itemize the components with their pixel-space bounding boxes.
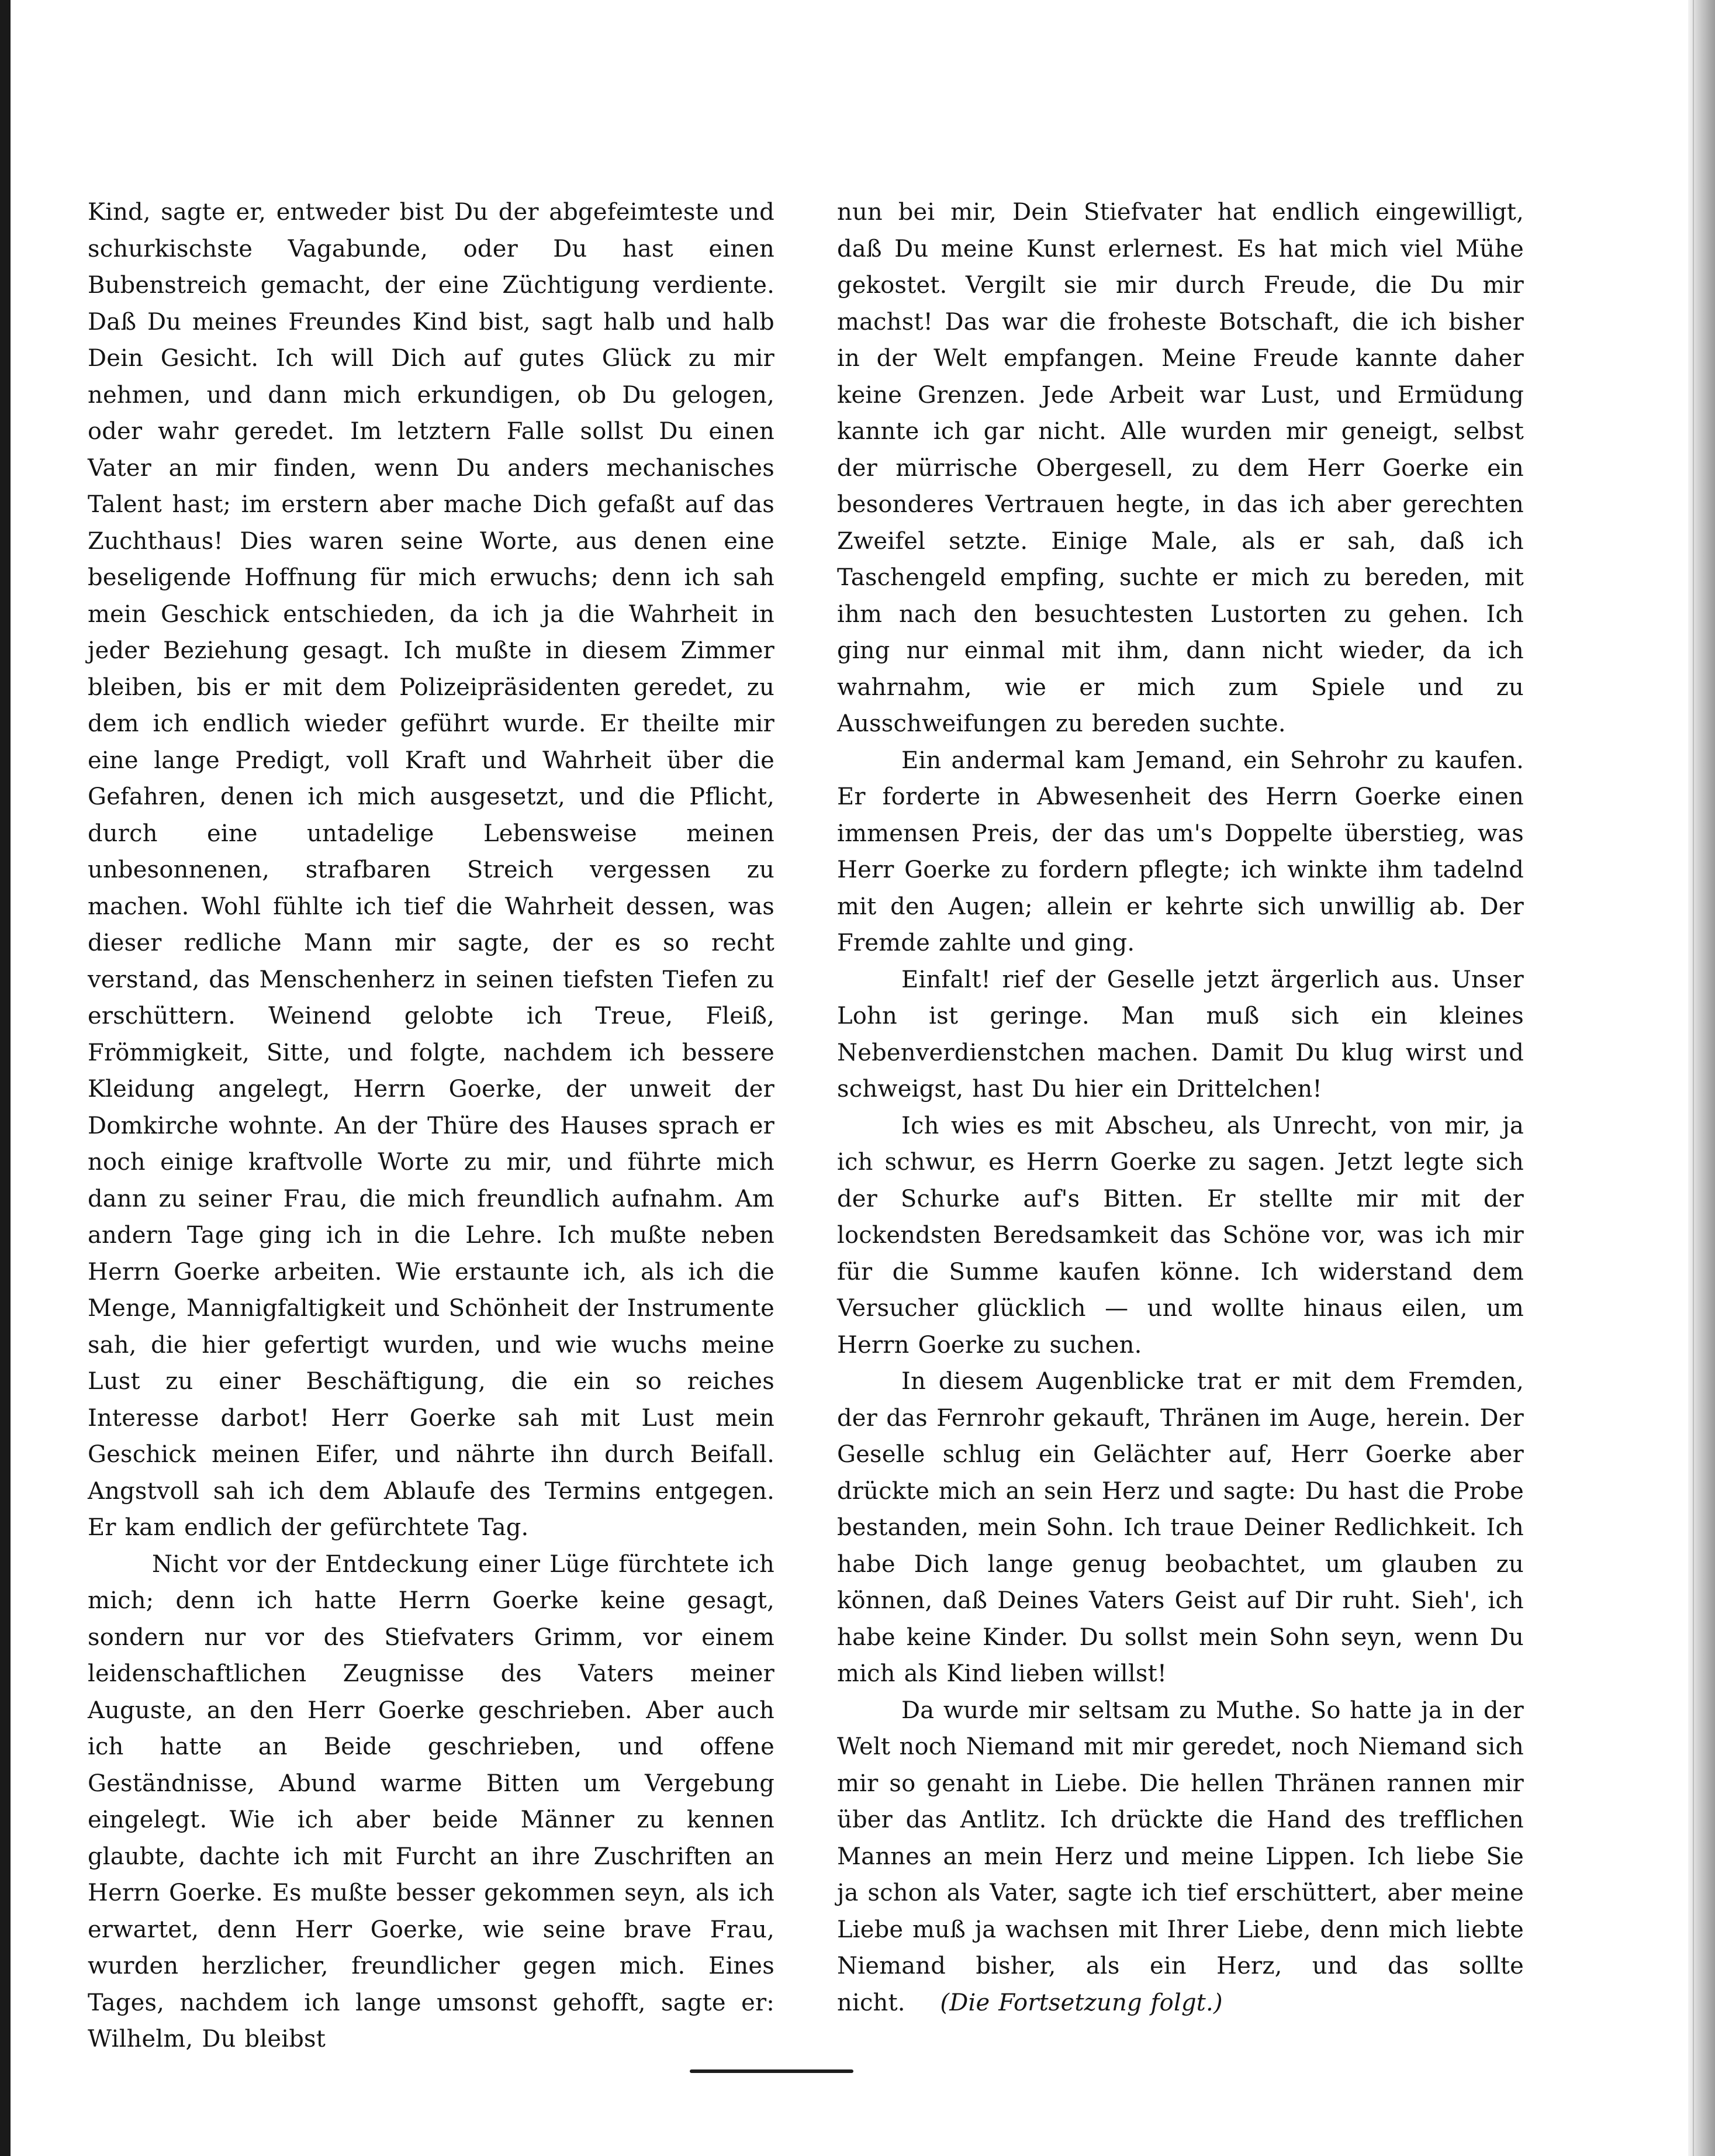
paragraph: Einfalt! rief der Geselle jetzt ärgerlich aus. Unser Lohn ist geringe. Man muß sich ein kleines Nebenverdienstchen machen. Damit Du klug wirst und schweigst, hast Du hier ein Drittelchen!: [837, 966, 1524, 1103]
paragraph-text: Da wurde mir seltsam zu Muthe. So hatte ja in der Welt noch Niemand mit mir geredet, noch Niemand sich mir so genaht in Liebe. Die hellen Thränen rannen mir über das Antlitz. Ich drückte die Hand des trefflichen Mannes an mein Herz und meine Lippen. Ich liebe Sie ja schon als Vater, sagte ich tief erschüttert, aber meine Liebe muß ja wachsen mit Ihrer Liebe, denn mich liebte Niemand bisher, als ein Herz, und das sollte nicht.: [837, 1697, 1524, 2016]
scan-border-left: [0, 0, 11, 2156]
footer-rule: [690, 2069, 853, 2073]
paragraph: [837, 1692, 1524, 2022]
paragraph: Kind, sagte er, entweder bist Du der abgefeimteste und schurkischste Vagabunde, oder Du hast einen Bubenstreich gemacht, der eine Züchtigung verdiente. Daß Du meines Freundes Kind bist, sagt halb und halb Dein Gesicht. Ich will Dich auf gutes Glück zu mir nehmen, und dann mich erkundigen, ob Du gelogen, oder wahr geredet. Im letztern Falle sollst Du einen Vater an mir finden, wenn Du anders mechanisches Talent hast; im erstern aber mache Dich gefaßt auf das Zuchthaus! Dies waren seine Worte, aus denen eine beseligende Hoffnung für mich erwuchs; denn ich sah mein Geschick entschieden, da ich ja die Wahrheit in jeder Beziehung gesagt. Ich mußte in diesem Zimmer bleiben, bis er mit dem Polizeipräsidenten geredet, zu dem ich endlich wieder geführt wurde. Er theilte mir eine lange Predigt, voll Kraft und Wahrheit über die Gefahren, denen ich mich ausgesetzt, und die Pflicht, durch eine untadelige Lebensweise meinen unbesonnenen, strafbaren Streich vergessen zu machen. Wohl fühlte ich tief die Wahrheit dessen, was dieser redliche Mann mir sagte, der es so recht verstand, das Menschenherz in seinen tiefsten Tiefen zu erschüttern. Weinend gelobte ich Treue, Fleiß, Frömmigkeit, Sitte, und folgte, nachdem ich bessere Kleidung angelegt, Herrn Goerke, der unweit der Domkirche wohnte. An der Thüre des Hauses sprach er noch einige kraftvolle Worte zu mir, und führte mich dann zu seiner Frau, die mich freundlich aufnahm. Am andern Tage ging ich in die Lehre. Ich mußte neben Herrn Goerke arbeiten. Wie erstaunte ich, als ich die Menge, Mannigfaltigkeit und Schönheit der Instrumente sah, die hier gefertigt wurden, und wie wuchs meine Lust zu einer Beschäftigung, die ein so reiches Interesse darbot! Herr Goerke sah mit Lust mein Geschick meinen Eifer, und nährte ihn durch Beifall. Angstvoll sah ich dem Ablaufe des Termins entgegen. Er kam endlich der gefürchtete Tag.: [88, 199, 774, 1541]
continuation-note: (Die Fortsetzung folgt.): [940, 1989, 1223, 2016]
page-fold-line: [1693, 0, 1694, 2156]
paragraph: nun bei mir, Dein Stiefvater hat endlich eingewilligt, daß Du meine Kunst erlernest. Es hat mich viel Mühe gekostet. Vergilt sie mir durch Freude, die Du mir machst! Das war die froheste Botschaft, die ich bisher in der Welt empfangen. Meine Freude kannte daher keine Grenzen. Jede Arbeit war Lust, und Ermüdung kannte ich gar nicht. Alle wurden mir geneigt, selbst der mürrische Obergesell, zu dem Herr Goerke ein besonderes Vertrauen hegte, in das ich aber gerechten Zweifel setzte. Einige Male, als er sah, daß ich Taschengeld empfing, suchte er mich zu bereden, mit ihm nach den besuchtesten Lustorten zu gehen. Ich ging nur einmal mit ihm, dann nicht wieder, da ich wahrnahm, wie er mich zum Spiele und zu Ausschweifungen zu bereden suchte.: [837, 199, 1524, 737]
paragraph: In diesem Augenblicke trat er mit dem Fremden, der das Fernrohr gekauft, Thränen im Auge, herein. Der Geselle schlug ein Gelächter auf, Herr Goerke aber drückte mich an sein Herz und sagte: Du hast die Probe bestanden, mein Sohn. Ich traue Deiner Redlichkeit. Ich habe Dich lange genug beobachtet, um glauben zu können, daß Deines Vaters Geist auf Dir ruht. Sieh', ich habe keine Kinder. Du sollst mein Sohn seyn, wenn Du mich als Kind lieben willst!: [837, 1368, 1524, 1687]
paragraph: Ein andermal kam Jemand, ein Sehrohr zu kaufen. Er forderte in Abwesenheit des Herrn Goerke einen immensen Preis, der das um's Doppelte überstieg, was Herr Goerke zu fordern pflegte; ich winkte ihm tadelnd mit den Augen; allein er kehrte sich unwillig ab. Der Fremde zahlte und ging.: [837, 747, 1524, 956]
paragraph: Ich wies es mit Abscheu, als Unrecht, von mir, ja ich schwur, es Herrn Goerke zu sagen. Jetzt legte sich der Schurke auf's Bitten. Er stellte mir mit der lockendsten Beredsamkeit das Schöne vor, was ich mir für die Summe kaufen könne. Ich widerstand dem Versucher glücklich — und wollte hinaus eilen, um Herrn Goerke zu suchen.: [837, 1112, 1524, 1359]
scan-border-right: [1688, 0, 1715, 2156]
right-column: [837, 194, 1524, 2021]
paragraph: Nicht vor der Entdeckung einer Lüge fürchtete ich mich; denn ich hatte Herrn Goerke keine gesagt, sondern nur vor des Stiefvaters Grimm, vor einem leidenschaftlichen Zeugnisse des Vaters meiner Auguste, an den Herr Goerke geschrieben. Aber auch ich hatte an Beide geschrieben, und offene Geständnisse, Abund warme Bitten um Vergebung eingelegt. Wie ich aber beide Männer zu kennen glaubte, dachte ich mit Furcht an ihre Zuschriften an Herrn Goerke. Es mußte besser gekommen seyn, als ich erwartet, denn Herr Goerke, wie seine brave Frau, wurden herzlicher, freundlicher gegen mich. Eines Tages, nachdem ich lange umsonst gehofft, sagte er: Wilhelm, Du bleibst: [88, 1550, 774, 2053]
left-column: [88, 194, 774, 2058]
